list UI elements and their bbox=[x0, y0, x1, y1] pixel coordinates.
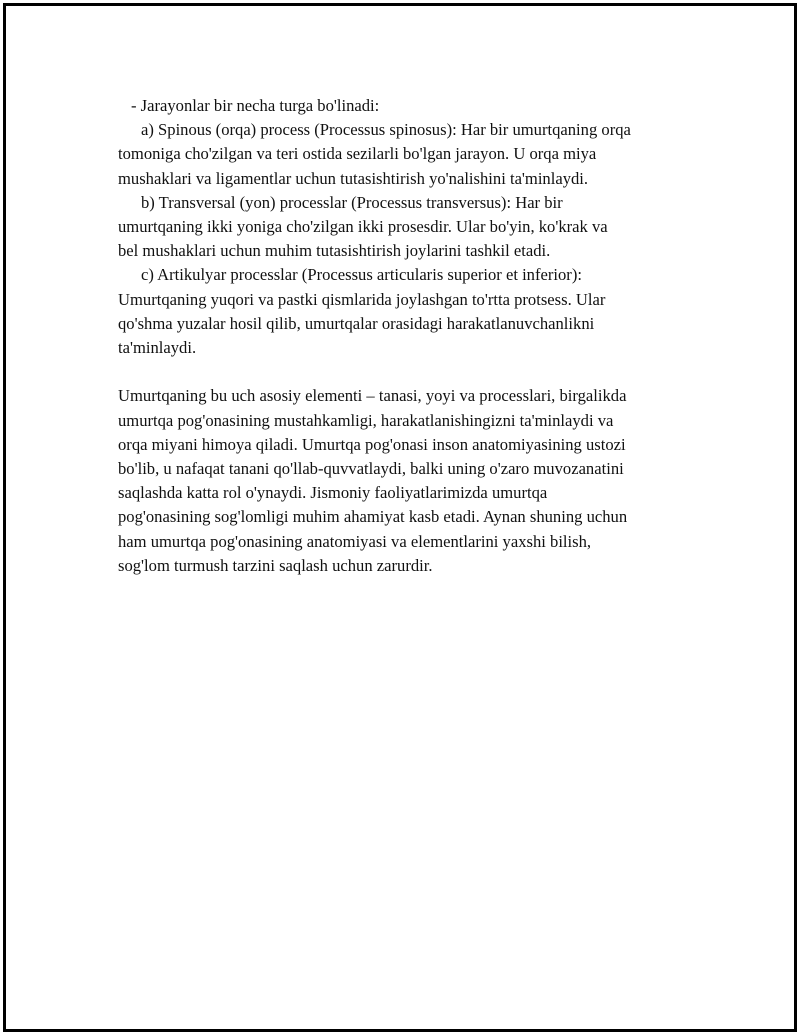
paragraph-line: sog'lom turmush tarzini saqlash uchun zarurdir. bbox=[118, 555, 433, 575]
item-c-line: qo'shma yuzalar hosil qilib, umurtqalar orasidagi harakatlanuvchanlikni bbox=[118, 313, 595, 333]
paragraph-line: Umurtqaning bu uch asosiy elementi – tanasi, yoyi va processlari, birgalikda bbox=[118, 386, 627, 406]
item-c-line: c) Artikulyar processlar (Processus articularis superior et inferior): bbox=[141, 265, 582, 285]
processes-section bbox=[118, 94, 698, 360]
paragraph-spacer bbox=[118, 360, 698, 384]
item-b-line: umurtqaning ikki yoniga cho'zilgan ikki prosesdir. Ular bo'yin, ko'krak va bbox=[118, 217, 608, 237]
item-a-line: tomoniga cho'zilgan va teri ostida sezilarli bo'lgan jarayon. U orqa miya bbox=[118, 144, 597, 164]
item-a-line: mushaklari va ligamentlar uchun tutasishtirish yo'nalishini ta'minlaydi. bbox=[118, 168, 589, 188]
conclusion-paragraph bbox=[118, 384, 698, 578]
paragraph-line: saqlashda katta rol o'ynaydi. Jismoniy faoliyatlarimizda umurtqa bbox=[118, 483, 548, 503]
item-a-line: a) Spinous (orqa) process (Processus spinosus): Har bir umurtqaning orqa bbox=[141, 120, 631, 140]
paragraph-line: orqa miyani himoya qiladi. Umurtqa pog'onasi inson anatomiyasining ustozi bbox=[118, 434, 626, 454]
item-c-line: ta'minlaydi. bbox=[118, 338, 197, 358]
paragraph-line: umurtqa pog'onasining mustahkamligi, harakatlanishingizni ta'minlaydi va bbox=[118, 410, 614, 430]
item-b-line: bel mushaklari uchun muhim tutasishtirish joylarini tashkil etadi. bbox=[118, 241, 551, 261]
paragraph-line: pog'onasining sog'lomligi muhim ahamiyat kasb etadi. Aynan shuning uchun bbox=[118, 507, 628, 527]
item-c-line: Umurtqaning yuqori va pastki qismlarida joylashgan to'rtta protsess. Ular bbox=[118, 289, 606, 309]
document-body bbox=[118, 94, 698, 578]
paragraph-line: ham umurtqa pog'onasining anatomiyasi va elementlarini yaxshi bilish, bbox=[118, 531, 592, 551]
list-intro-line: - Jarayonlar bir necha turga bo'linadi: bbox=[131, 96, 380, 115]
item-b-line: b) Transversal (yon) processlar (Processus transversus): Har bir bbox=[141, 192, 563, 212]
paragraph-line: bo'lib, u nafaqat tanani qo'llab-quvvatlaydi, balki uning o'zaro muvozanatini bbox=[118, 459, 624, 479]
